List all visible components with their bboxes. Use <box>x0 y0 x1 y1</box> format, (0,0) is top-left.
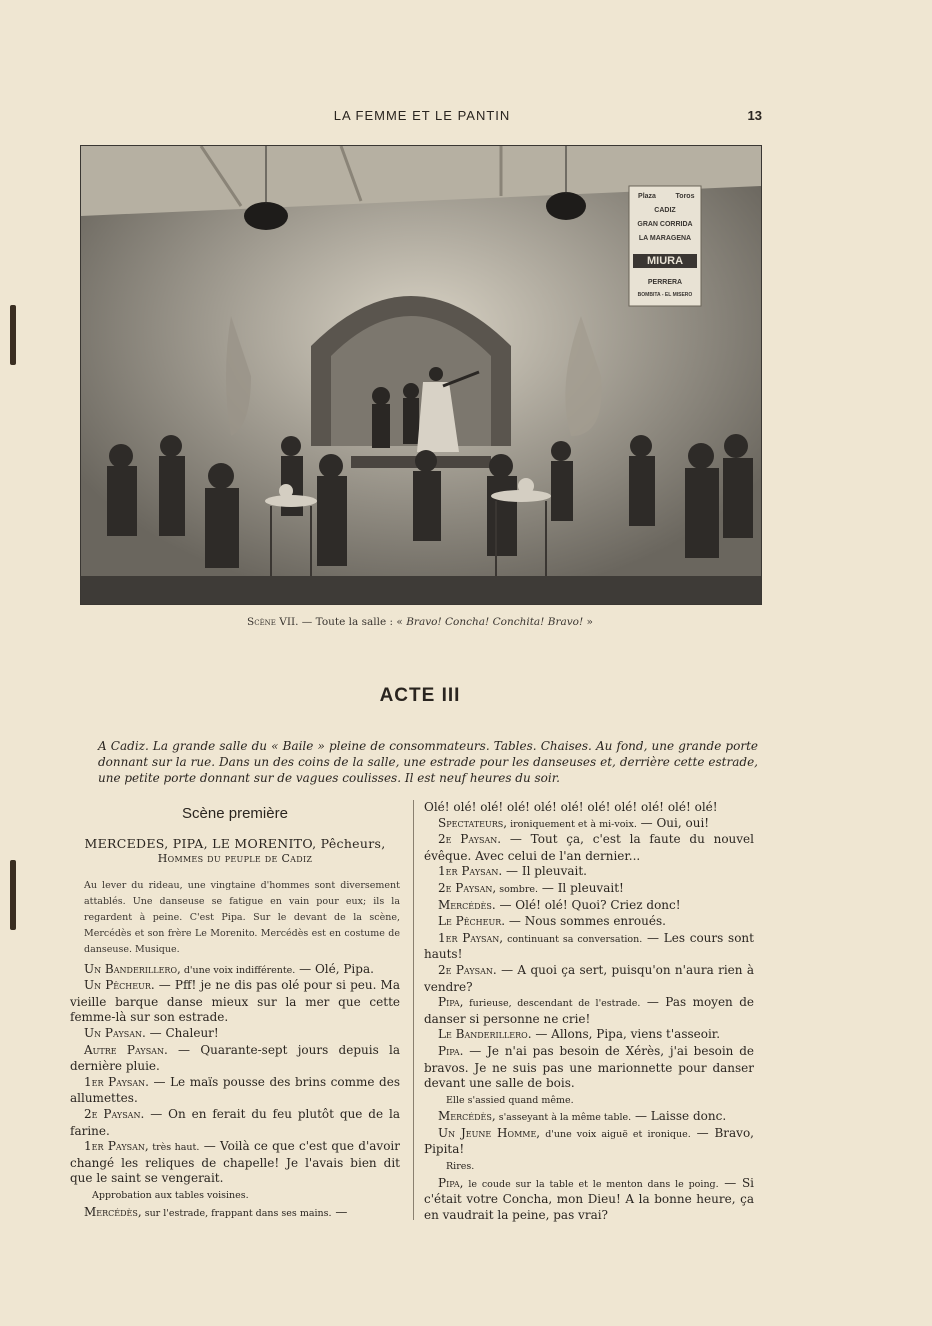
speaker: 2e Paysan. <box>84 1106 145 1121</box>
scene-heading: Scène première <box>182 805 288 822</box>
left-column <box>70 800 400 1221</box>
character-list <box>70 836 400 866</box>
dialogue-line <box>424 1044 754 1092</box>
dialogue-line <box>424 914 754 931</box>
caption-scene: Scène VII. <box>247 616 299 628</box>
line-text: — On en ferait du feu plutôt que de la farine. <box>70 1106 400 1138</box>
dialogue-line <box>70 978 400 1026</box>
speaker-note: continuant sa conversation. <box>503 933 643 945</box>
right-dialogue-a <box>424 816 754 1092</box>
speaker: Pipa, <box>438 1175 464 1190</box>
running-title: LA FEMME ET LE PANTIN <box>333 108 511 123</box>
line-text: — Les cours sont hauts! <box>424 930 754 962</box>
dialogue-line <box>424 931 754 963</box>
line-text: — Tout ça, c'est la faute du nouvel évêque. Avec celui de l'an dernier... <box>424 832 754 863</box>
right-column <box>424 800 754 1223</box>
speaker: 1er Paysan, <box>438 930 504 945</box>
speaker: Spectateurs, <box>438 815 508 830</box>
binding-mark <box>10 860 16 930</box>
dialogue-line <box>424 1176 754 1224</box>
scene-photograph <box>80 145 762 605</box>
speaker-note: sombre. <box>496 883 539 895</box>
line-text: — Il pleuvait. <box>502 864 587 879</box>
speaker: Un Banderillero, <box>84 961 181 976</box>
speaker: 2e Paysan. <box>438 832 502 847</box>
caption-text: — Toute la salle : « <box>298 616 407 628</box>
speaker: Mercédès. <box>438 897 496 912</box>
stage-direction: A Cadiz. La grande salle du « Baile » pleine de consommateurs. Tables. Chaises. Au fond, une grande porte donnant sur la rue. Dans un des coins de la salle, une estrade pour les danseuses et, derrière cette estrade, une petite porte donnant sur de vagues coulisses. Il est neuf heures du soir. <box>98 739 758 785</box>
running-header <box>82 106 762 128</box>
line-text: — Olé! olé! Quoi? Criez donc! <box>495 897 681 912</box>
line-text: — Olé, Pipa. <box>295 961 374 976</box>
dialogue-line <box>424 1109 754 1126</box>
line-text: — A quoi ça sert, puisqu'on n'aura rien à vendre? <box>424 962 755 994</box>
dialogue-line <box>424 816 754 833</box>
tavern-scene-illustration <box>81 146 761 604</box>
line-text: — Le maïs pousse des brins comme des allumettes. <box>70 1074 400 1106</box>
dialogue-line <box>70 1075 400 1107</box>
speaker: Un Jeune Homme, <box>438 1125 541 1140</box>
line-text: — Voilà ce que c'est que d'avoir changé les reliques de chapelle! Je l'avais bien dit que le saint se vengerait. <box>70 1139 400 1186</box>
speaker-note: furieuse, descendant de l'estrade. <box>463 998 641 1010</box>
dialogue-line <box>70 962 400 979</box>
speaker: 2e Paysan, <box>438 880 497 895</box>
speaker: Pipa, <box>438 995 464 1010</box>
line-text: — Pff! je ne dis pas olé pour si peu. Ma vieille barque danse mieux sur la mer que cette femme-là sur son estrade. <box>70 978 400 1025</box>
poster-text: MIURA <box>646 255 684 267</box>
line-text: — Il pleuvait! <box>538 880 624 895</box>
dialogue-line <box>424 864 754 881</box>
speaker: Mercédès, <box>84 1204 142 1219</box>
speaker: 1er Paysan. <box>84 1074 149 1089</box>
page-number: 13 <box>747 108 762 123</box>
dialogue-line <box>424 1126 754 1158</box>
dialogue-line <box>70 1107 400 1139</box>
line-text: — Bravo, Pipita! <box>424 1125 754 1157</box>
speaker-note: d'une voix aiguë et ironique. <box>540 1128 691 1140</box>
right-dialogue-b <box>424 1109 754 1158</box>
line-text: — Quarante-sept jours depuis la dernière pluie. <box>70 1042 401 1074</box>
speaker: 2e Paysan. <box>438 962 497 977</box>
line-text: — Chaleur! <box>145 1025 219 1040</box>
dialogue-line <box>424 1027 754 1044</box>
speaker-note: le coude sur la table et le menton dans le poing. <box>463 1178 719 1190</box>
sits-note: Elle s'assied quand même. <box>446 1094 574 1106</box>
laughs-note: Rires. <box>446 1161 475 1173</box>
approbation-note: Approbation aux tables voisines. <box>92 1189 249 1201</box>
line-text: — Nous sommes enroués. <box>505 914 666 929</box>
dialogue-line <box>70 1139 400 1187</box>
dialogue-line <box>424 995 754 1027</box>
speaker: Le Pêcheur. <box>438 914 506 929</box>
dialogue-line <box>424 963 754 995</box>
character-names-sub: Hommes du peuple de Cadiz <box>157 851 313 865</box>
speaker-note: d'une voix indifférente. <box>180 964 296 976</box>
poster-text: BOMBITA - EL MISERO <box>637 292 693 298</box>
caption-quote: Bravo! Concha! Conchita! Bravo! <box>406 616 584 628</box>
character-names: MERCEDES, PIPA, LE MORENITO, Pêcheurs, <box>84 835 386 851</box>
poster-text: LA MARAGENA <box>638 235 692 242</box>
poster-text: PERRERA <box>647 279 683 286</box>
opening-chant: Olé! olé! olé! olé! olé! olé! olé! olé! olé! olé! olé! <box>424 800 718 814</box>
poster-text: GRAN CORRIDA <box>637 221 693 228</box>
speaker: Autre Paysan. <box>84 1042 168 1057</box>
dialogue-line <box>424 832 754 864</box>
dialogue-line <box>70 1205 400 1222</box>
line-text: — <box>331 1204 348 1219</box>
speaker: Un Pêcheur. <box>84 978 155 993</box>
dialogue-line <box>70 1026 400 1043</box>
dialogue-line <box>424 898 754 915</box>
speaker-note: très haut. <box>148 1142 200 1154</box>
speaker-note: sur l'estrade, frappant dans ses mains. <box>141 1207 332 1219</box>
column-divider <box>413 800 414 1220</box>
line-text: — Laisse donc. <box>631 1109 727 1124</box>
speaker: Un Paysan. <box>84 1025 146 1040</box>
line-text: — Allons, Pipa, viens t'asseoir. <box>531 1027 721 1042</box>
left-dialogue <box>70 962 400 1187</box>
line-text: — Si c'était votre Concha, mon Dieu! A la bonne heure, ça en vaudrait la peine, pas vrai? <box>424 1175 754 1222</box>
poster-text: Toros <box>675 193 695 200</box>
speaker: Mercédès, <box>438 1109 496 1124</box>
speaker-note: s'asseyant à la même table. <box>495 1112 632 1124</box>
act-title: ACTE III <box>379 685 461 706</box>
opening-direction: Au lever du rideau, une vingtaine d'hommes sont diversement attablés. Une danseuse se fatigue en vain pour eux; ils la regardent à peine. C'est Pipa. Sur le devant de la scène, Mercédès et son frère Le Morenito. Mercédès est en costume de danseuse. Musique. <box>84 879 400 955</box>
bullfight-poster <box>629 186 701 306</box>
caption-end: » <box>583 616 593 628</box>
binding-mark <box>10 305 16 365</box>
poster-text: CADIZ <box>654 207 676 214</box>
line-text: — Je n'ai pas besoin de Xérès, j'ai besoin de bravos. Je ne suis pas une marionnette pour danser devant une salle de bois. <box>424 1043 754 1091</box>
photo-caption <box>80 616 760 628</box>
dialogue-line <box>70 1043 400 1075</box>
speaker: 1er Paysan. <box>438 864 503 879</box>
speaker: Le Banderillero. <box>438 1027 532 1042</box>
line-text: — Oui, oui! <box>636 815 710 830</box>
poster-text: Plaza <box>638 193 656 200</box>
speaker: 1er Paysan, <box>84 1139 149 1154</box>
speaker-note: ironiquement et à mi-voix. <box>507 818 637 830</box>
dialogue-line <box>424 881 754 898</box>
speaker: Pipa. <box>438 1043 464 1058</box>
line-text: — Pas moyen de danser si personne ne crie! <box>424 995 754 1026</box>
